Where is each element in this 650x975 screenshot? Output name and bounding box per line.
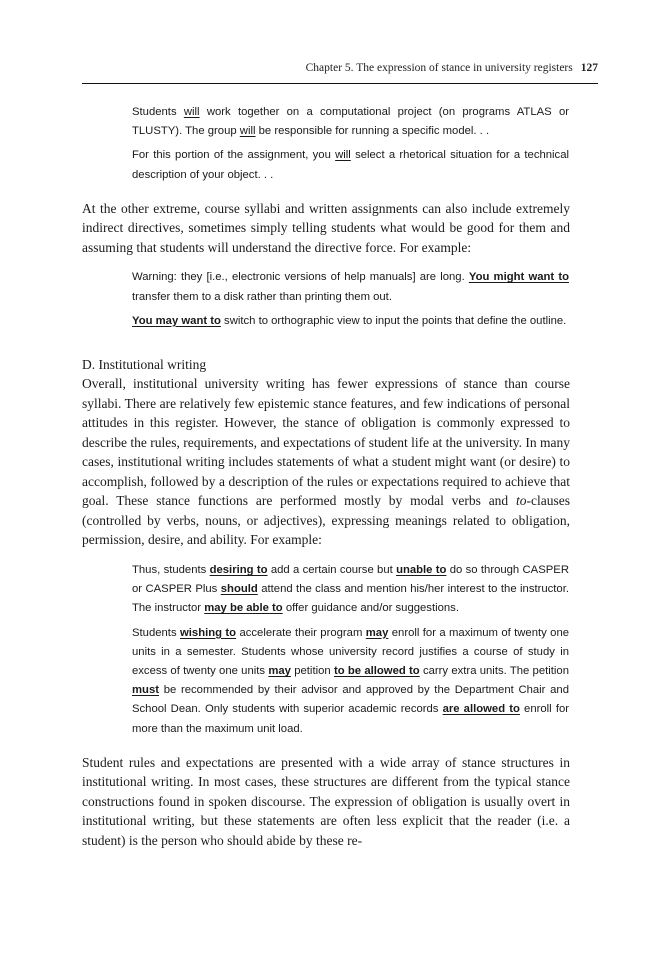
paragraph-student-rules: Student rules and expectations are presented with a wide array of stance structures in institutional writing. In most cases, these structures are different from the typical stance constructions found in spoken discourse. The expression of obligation is usually overt in institutional writing, but these statements are often less explicit that the reader (i.e. a student) is the person who should abide by these re- — [82, 754, 570, 848]
page-number: 127 — [580, 62, 598, 74]
example-text: For this portion of the assignment, you — [132, 149, 336, 162]
example-will-project — [132, 103, 569, 141]
example-text: Thus, students — [132, 563, 210, 576]
example-text: Students — [132, 626, 180, 639]
example-text: transfer them to a disk rather than printing them out. — [132, 290, 392, 303]
stance-marker: will — [183, 106, 200, 118]
example-text: offer guidance and/or suggestions. — [282, 602, 459, 615]
example-desiring-to — [132, 561, 569, 619]
stance-marker: may — [365, 626, 389, 639]
example-text: petition — [290, 664, 334, 677]
stance-marker: are allowed to — [442, 703, 520, 716]
stance-marker: may — [268, 664, 291, 677]
stance-marker: You might want to — [468, 271, 569, 284]
header-rule — [82, 83, 598, 84]
example-text: Students — [132, 106, 184, 118]
stance-marker: unable to — [396, 563, 447, 576]
page-body — [82, 103, 570, 861]
example-wishing-to — [132, 624, 569, 739]
example-text: carry extra units. The petition — [419, 664, 569, 677]
example-text: select a rhetorical situation for a technical description of your object. . . — [132, 149, 569, 181]
stance-marker: will — [239, 125, 256, 138]
running-title: Chapter 5. The expression of stance in university registers — [305, 62, 573, 74]
example-will-assignment — [132, 146, 569, 184]
example-text: do so through CASPER or CASPER Plus — [132, 563, 569, 596]
italic-term: to — [516, 493, 527, 509]
example-text: switch to orthographic view to input the points that define the outline. — [220, 314, 567, 327]
paragraph-text: -clauses (controlled by verbs, nouns, or adjectives), expressing meanings related to obligation, permission, desire, and ability. For example: — [82, 493, 570, 548]
example-text: accelerate their program — [236, 626, 366, 639]
example-text: add a certain course but — [267, 563, 397, 576]
section-heading: D. Institutional writing — [82, 356, 207, 372]
stance-marker: will — [335, 149, 351, 162]
example-might-want-to — [132, 268, 569, 306]
paragraph-institutional-writing — [82, 374, 570, 550]
example-text: attend the class and mention his/her interest to the instructor. The instructor — [132, 583, 569, 615]
stance-marker: wishing to — [179, 626, 237, 639]
example-text: work together on a computational project (on programs ATLAS or TLUSTY). The group — [132, 106, 569, 138]
stance-marker: should — [220, 583, 258, 596]
stance-marker: You may want to — [132, 314, 221, 327]
example-text: enroll for more than the maximum unit load. — [132, 703, 569, 735]
example-text: be responsible for running a specific model. . . — [255, 125, 490, 138]
paragraph-text: Overall, institutional university writing has fewer expressions of stance than course syllabi. There are relatively few epistemic stance features, and few indications of personal attitudes in this register. However, the stance of obligation is commonly expressed to describe the rules, requirements, and expectations of student life at the university. In many cases, institutional writing includes statements of what a student might want (or desire) to accomplish, followed by a description of the rules or expectations required to achieve that goal. These stance functions are performed mostly by modal verbs and — [82, 376, 570, 509]
stance-marker: may be able to — [204, 602, 283, 615]
stance-marker: desiring to — [209, 563, 268, 576]
example-text: enroll for a maximum of twenty one units in a semester. Students whose university record justifies a course of study in excess of twenty one units — [132, 626, 570, 677]
example-text: be recommended by their advisor and approved by the Department Chair and School Dean. Only students with superior academic records — [132, 684, 569, 716]
stance-marker: must — [132, 684, 159, 697]
stance-marker: to be allowed to — [333, 664, 420, 677]
example-may-want-to — [132, 312, 569, 331]
running-header — [82, 62, 598, 74]
example-text: Warning: they [i.e., electronic versions of help manuals] are long. — [132, 271, 469, 284]
paragraph-indirect-directives: At the other extreme, course syllabi and written assignments can also include extremely indirect directives, sometimes simply telling students what would be good for them and assuming that students will understand the directive force. For example: — [82, 200, 570, 255]
